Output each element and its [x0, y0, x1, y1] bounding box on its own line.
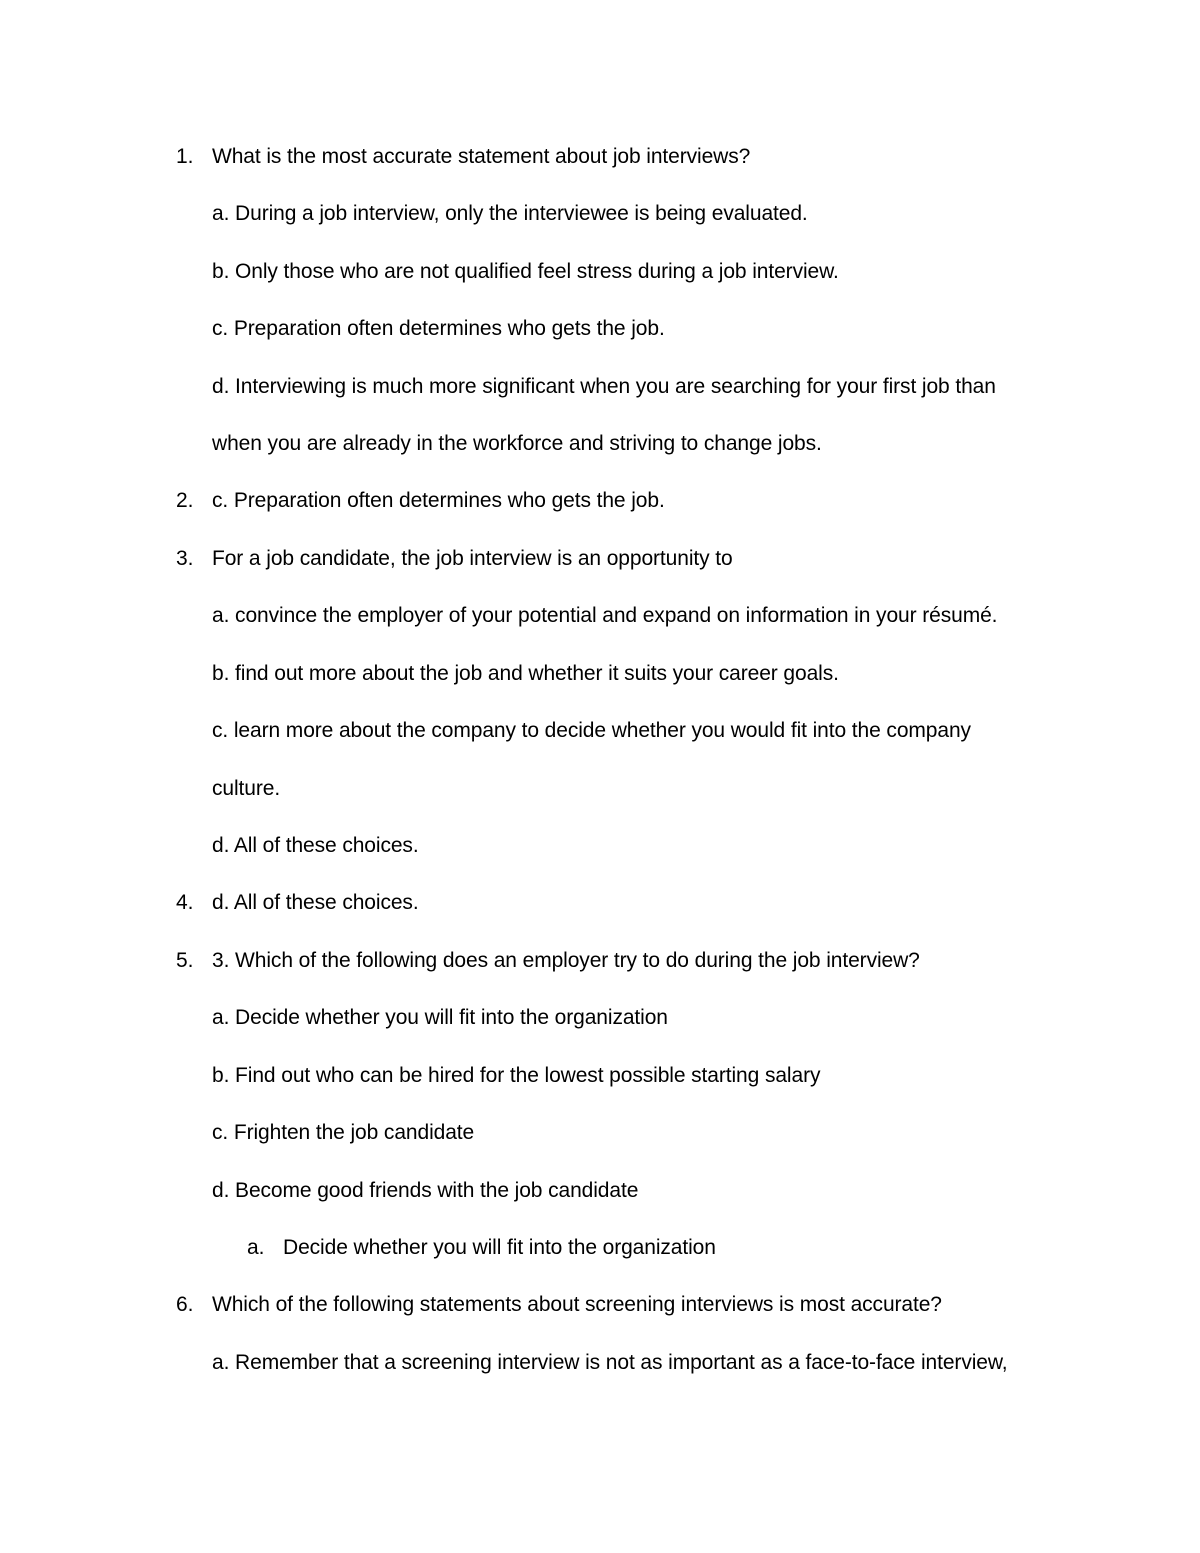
option-text: a. Decide whether you will fit into the organization — [212, 1006, 668, 1029]
sub-item-letter: a. — [247, 1236, 265, 1259]
answer-text: d. All of these choices. — [212, 891, 419, 914]
option-text: d. Become good friends with the job candidate — [212, 1179, 639, 1202]
option-text: b. Find out who can be hired for the lowest possible starting salary — [212, 1064, 821, 1087]
option-text: d. All of these choices. — [212, 834, 419, 857]
option-text: b. Only those who are not qualified feel stress during a job interview. — [212, 260, 839, 283]
option-text: c. Frighten the job candidate — [212, 1121, 475, 1144]
item-number: 3. — [176, 547, 194, 570]
option-text: a. During a job interview, only the interviewee is being evaluated. — [212, 202, 808, 225]
option-text: d. Interviewing is much more significant when you are searching for your first job than — [212, 375, 996, 398]
item-number: 4. — [176, 891, 194, 914]
option-text: c. Preparation often determines who gets the job. — [212, 317, 665, 340]
question-text: For a job candidate, the job interview is an opportunity to — [212, 547, 733, 570]
option-text-continued: culture. — [212, 777, 281, 800]
item-number: 2. — [176, 489, 194, 512]
option-text: a. Remember that a screening interview is not as important as a face-to-face interview, — [212, 1351, 1008, 1374]
answer-text: Decide whether you will fit into the organization — [283, 1236, 716, 1259]
item-number: 6. — [176, 1293, 194, 1316]
item-number: 1. — [176, 145, 194, 168]
question-text: 3. Which of the following does an employer try to do during the job interview? — [212, 949, 920, 972]
answer-text: c. Preparation often determines who gets the job. — [212, 489, 665, 512]
question-text: What is the most accurate statement about job interviews? — [212, 145, 751, 168]
option-text-continued: when you are already in the workforce and striving to change jobs. — [212, 432, 822, 455]
question-text: Which of the following statements about screening interviews is most accurate? — [212, 1293, 942, 1316]
option-text: b. find out more about the job and whether it suits your career goals. — [212, 662, 839, 685]
option-text: c. learn more about the company to decide whether you would fit into the company — [212, 719, 971, 742]
item-number: 5. — [176, 949, 194, 972]
option-text: a. convince the employer of your potential and expand on information in your résumé. — [212, 604, 998, 627]
